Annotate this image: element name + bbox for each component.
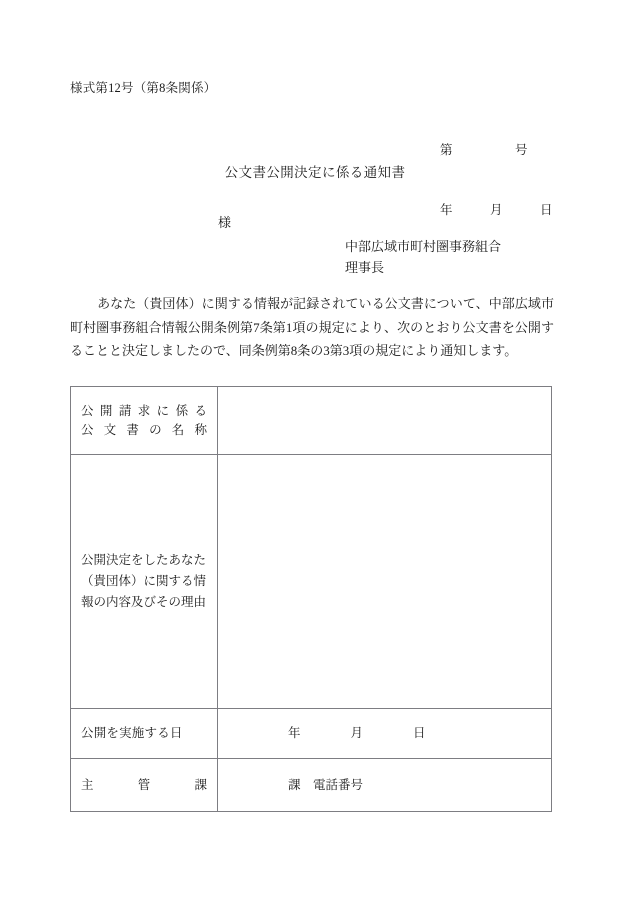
issuer-block <box>345 236 501 278</box>
notice-detail-table <box>70 386 552 812</box>
row-label-disclosure-date <box>71 709 218 759</box>
row-value-document-name[interactable] <box>218 387 552 455</box>
row-label-line: 公開決定をしたあなた（貴団体）に関する情報の内容及びその理由 <box>81 553 207 609</box>
row-label-document-name <box>71 387 218 455</box>
row-label-line: 主管課 <box>81 777 207 792</box>
table-row <box>71 455 552 709</box>
notice-body-text: あなた（貴団体）に関する情報が記録されている公文書について、中部広域市町村圏事務組合情報公開条例第7条第1項の規定により、次のとおり公文書を公開することと決定しましたので、同条例第8条の3第3項の規定により通知します。 <box>70 296 554 358</box>
document-number-field: 第 号 <box>440 143 528 157</box>
table-row <box>71 387 552 455</box>
issuer-title: 理事長 <box>345 260 385 275</box>
table-row <box>71 759 552 812</box>
addressee-suffix: 様 <box>218 215 232 230</box>
row-label-line: 公開を実施する日 <box>81 726 183 740</box>
issuer-organization: 中部広域市町村圏事務組合 <box>345 239 502 254</box>
document-title: 公文書公開決定に係る通知書 <box>224 165 406 180</box>
row-label-department <box>71 759 218 812</box>
row-label-line: 公開請求に係る <box>81 403 207 418</box>
row-value-disclosure-date[interactable]: 年 月 日 <box>218 709 552 759</box>
row-label-information-content <box>71 455 218 709</box>
row-label-line: 公文書の名称 <box>81 422 207 437</box>
row-value-department[interactable]: 課 電話番号 <box>218 759 552 812</box>
document-date-field: 年 月 日 <box>440 203 553 217</box>
row-value-information-content[interactable] <box>218 455 552 709</box>
table-row <box>71 709 552 759</box>
form-number: 様式第12号（第8条関係） <box>70 81 217 95</box>
